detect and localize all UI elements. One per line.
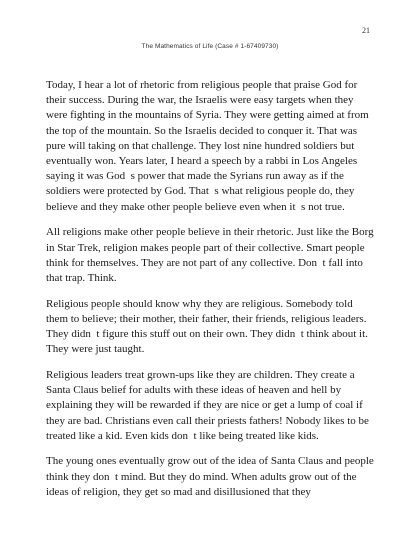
page-number: 21 [362,26,370,35]
paragraph: All religions make other people believe in their rhetoric. Just like the Borg in Star Trek, religion makes people part of their collective. Smart people think for themselves. They are not part of any collective. Don t fall into that trap. Think. [46,226,374,284]
paragraph: The young ones eventually grow out of the idea of Santa Claus and people think they don t mind. But they do mind. When adults grow out of the ideas of religion, they get so mad and disillusioned that they [46,455,374,498]
running-header: The Mathematics of Life (Case # 1-67409730) [141,43,279,50]
paragraph: Today, I hear a lot of rhetoric from religious people that praise God for their success. During the war, the Israelis were easy targets when they were fighting in the mountains of Syria. They were getting aimed at from the top of the mountain. So the Israelis decided to conquer it. That was pure will taking on that challenge. They lost nine hundred soldiers but eventually won. Years later, I heard a speech by a rabbi in Los Angeles saying it was God s power that made the Syrians run away as if the soldiers were protected by God. That s what religious people do, they believe and they make other people believe even when it s not true. [46,79,369,213]
paragraph: Religious leaders treat grown-ups like they are children. They create a Santa Claus belief for adults with these ideas of heaven and hell by explaining they will be rewarded if they are nice or get a lump of coal if they are bad. Christians even call their priests fathers! Nobody likes to be treated like a kid. Even kids don t like being treated like kids. [46,368,369,442]
paragraph: Religious people should know why they are religious. Somebody told them to believe; their mother, their father, their friends, religious leaders. They didn t figure this stuff out on their own. They didn t think about it. They were just taught. [46,297,368,356]
body-text [46,78,376,511]
